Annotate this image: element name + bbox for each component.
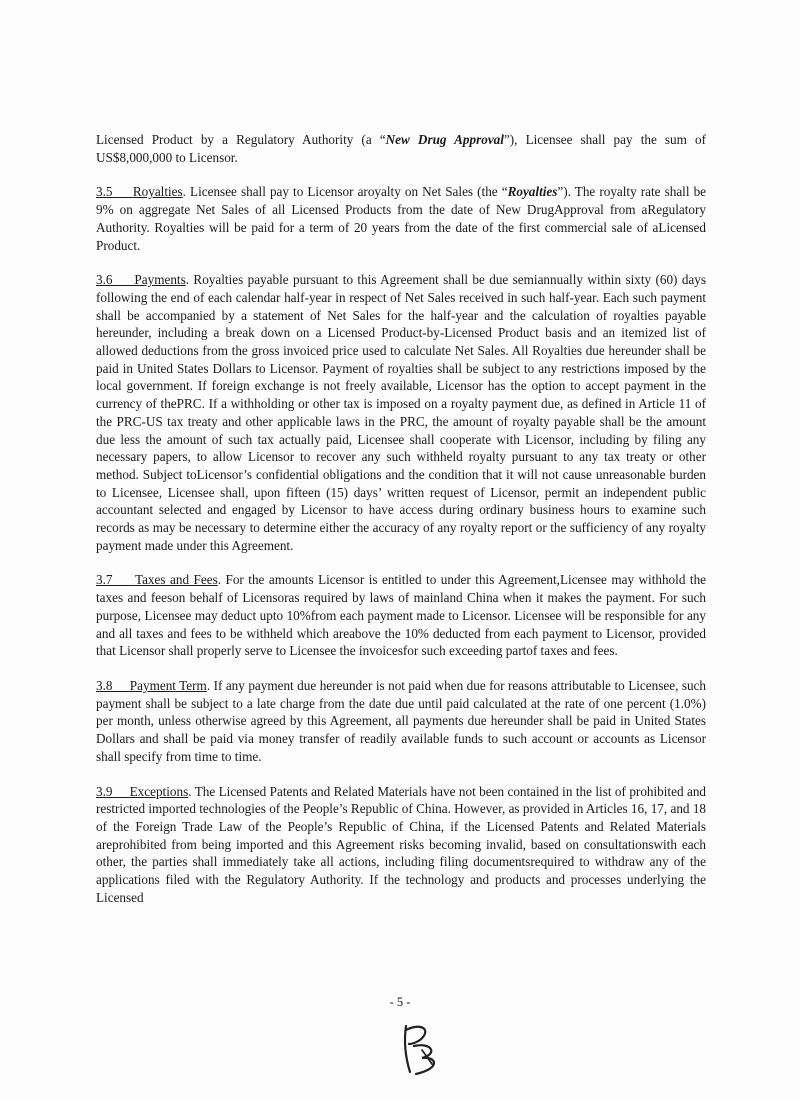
section-3-7	[96, 571, 706, 660]
section-number: 3.7	[96, 572, 113, 588]
intro-paragraph	[96, 131, 706, 166]
section-number: 3.5	[96, 184, 113, 200]
section-heading: Royalties	[132, 184, 183, 200]
section-text: . Royalties payable pursuant to this Agreement shall be due semiannually within sixty (60) days following the end of each calendar half-year in respect of Net Sales received in such half-year. Each such payment shall be accompanied by a statement of Net Sales for the half-year and the calculation of royalties payable hereunder, including a break down on a Licensed Product-by-Licensed Product basis and an itemized list of allowed deductions from the gross invoiced price used to calculate Net Sales. All Royalties due hereunder shall be paid in United States Dollars to Licensor. Payment of royalties shall be subject to any restrictions imposed by the local government. If foreign exchange is not freely available, Licensor has the option to accept payment in the currency of thePRC. If a withholding or other tax is imposed on a royalty payment due, as defined in Article 11 of the PRC-US tax treaty and other applicable laws in the PRC, the amount of royalty payable shall be the amount due less the amount of such tax actually paid, Licensee shall cooperate with Licensor, including by filing any necessary papers, to allow Licensor to recover any such withheld royalty pursuant to any tax treaty or other method. Subject toLicensor’s confidential obligations and the condition that it will not cause unreasonable burden to Licensee, Licensee shall, upon fifteen (15) days’ written request of Licensor, permit an independent public accountant selected and engaged by Licensor to have access during ordinary business hours to examine such records as may be necessary to determine either the accuracy of any royalty report or the sufficiency of any royalty payment made under this Agreement.	[96, 272, 707, 553]
intro-text-after: ”), Licensee shall pay the sum of US$8,000,000 to Licensor.	[96, 132, 706, 165]
section-heading: Payment Term	[129, 677, 207, 693]
document-body	[96, 131, 706, 923]
section-text-before: . Licensee shall pay to Licensor aroyalty on Net Sales (the “	[182, 184, 508, 200]
section-3-6	[96, 271, 706, 554]
handwritten-signature	[392, 1020, 452, 1080]
section-heading: Taxes and Fees	[134, 572, 218, 588]
term-new-drug-approval: New Drug Approval	[385, 132, 504, 147]
intro-text-before: Licensed Product by a Regulatory Authority (a “	[96, 132, 386, 147]
section-text: . The Licensed Patents and Related Materials have not been contained in the list of prohibited and restricted imported technologies of the People’s Republic of China. However, as provided in Articles 16, 17, and 18 of the Foreign Trade Law of the People’s Republic of China, if the Licensed Patents and Related Materials areprohibited from being imported and this Agreement risks becoming invalid, based on consultationswith each other, the parties shall immediately take all actions, including filing documentsrequired to withdraw any of the applications filed with the Regulatory Authority. If the technology and products and processes underlying the Licensed	[96, 783, 707, 905]
section-heading: Exceptions	[129, 783, 189, 799]
section-number: 3.6	[96, 272, 113, 288]
section-number: 3.8	[96, 677, 113, 693]
section-3-9	[96, 783, 706, 907]
term-royalties: Royalties	[507, 184, 558, 200]
section-heading: Payments	[134, 272, 186, 288]
page-number: - 5 -	[389, 995, 411, 1009]
section-text-after: ”). The royalty rate shall be 9% on aggregate Net Sales of all Licensed Products from the date of New DrugApproval from aRegulatory Authority. Royalties will be paid for a term of 20 years from the date of the first commercial sale of aLicensed Product.	[96, 184, 707, 253]
section-text: . If any payment due hereunder is not paid when due for reasons attributable to Licensee, such payment shall be subject to a late charge from the date due until paid calculated at the rate of one percent (1.0%) per month, unless otherwise agreed by this Agreement, all payments due hereunder shall be paid in United States Dollars and shall be paid via money transfer of readily available funds to such account or accounts as Licensor shall specify from time to time.	[96, 677, 706, 764]
section-text: . For the amounts Licensor is entitled to under this Agreement,Licensee may withhold the taxes and feeson behalf of Licensoras required by laws of mainland China when it makes the payment. For such purpose, Licensee may deduct upto 10%from each payment made to Licensor. Licensee will be responsible for any and all taxes and fees to be withheld which areabove the 10% deducted from each payment to Licensor, provided that Licensor shall properly serve to Licensee the invoicesfor such exceeding partof taxes and fees.	[96, 572, 707, 659]
section-3-8	[96, 677, 706, 766]
section-3-5	[96, 183, 706, 254]
section-number: 3.9	[96, 783, 113, 799]
